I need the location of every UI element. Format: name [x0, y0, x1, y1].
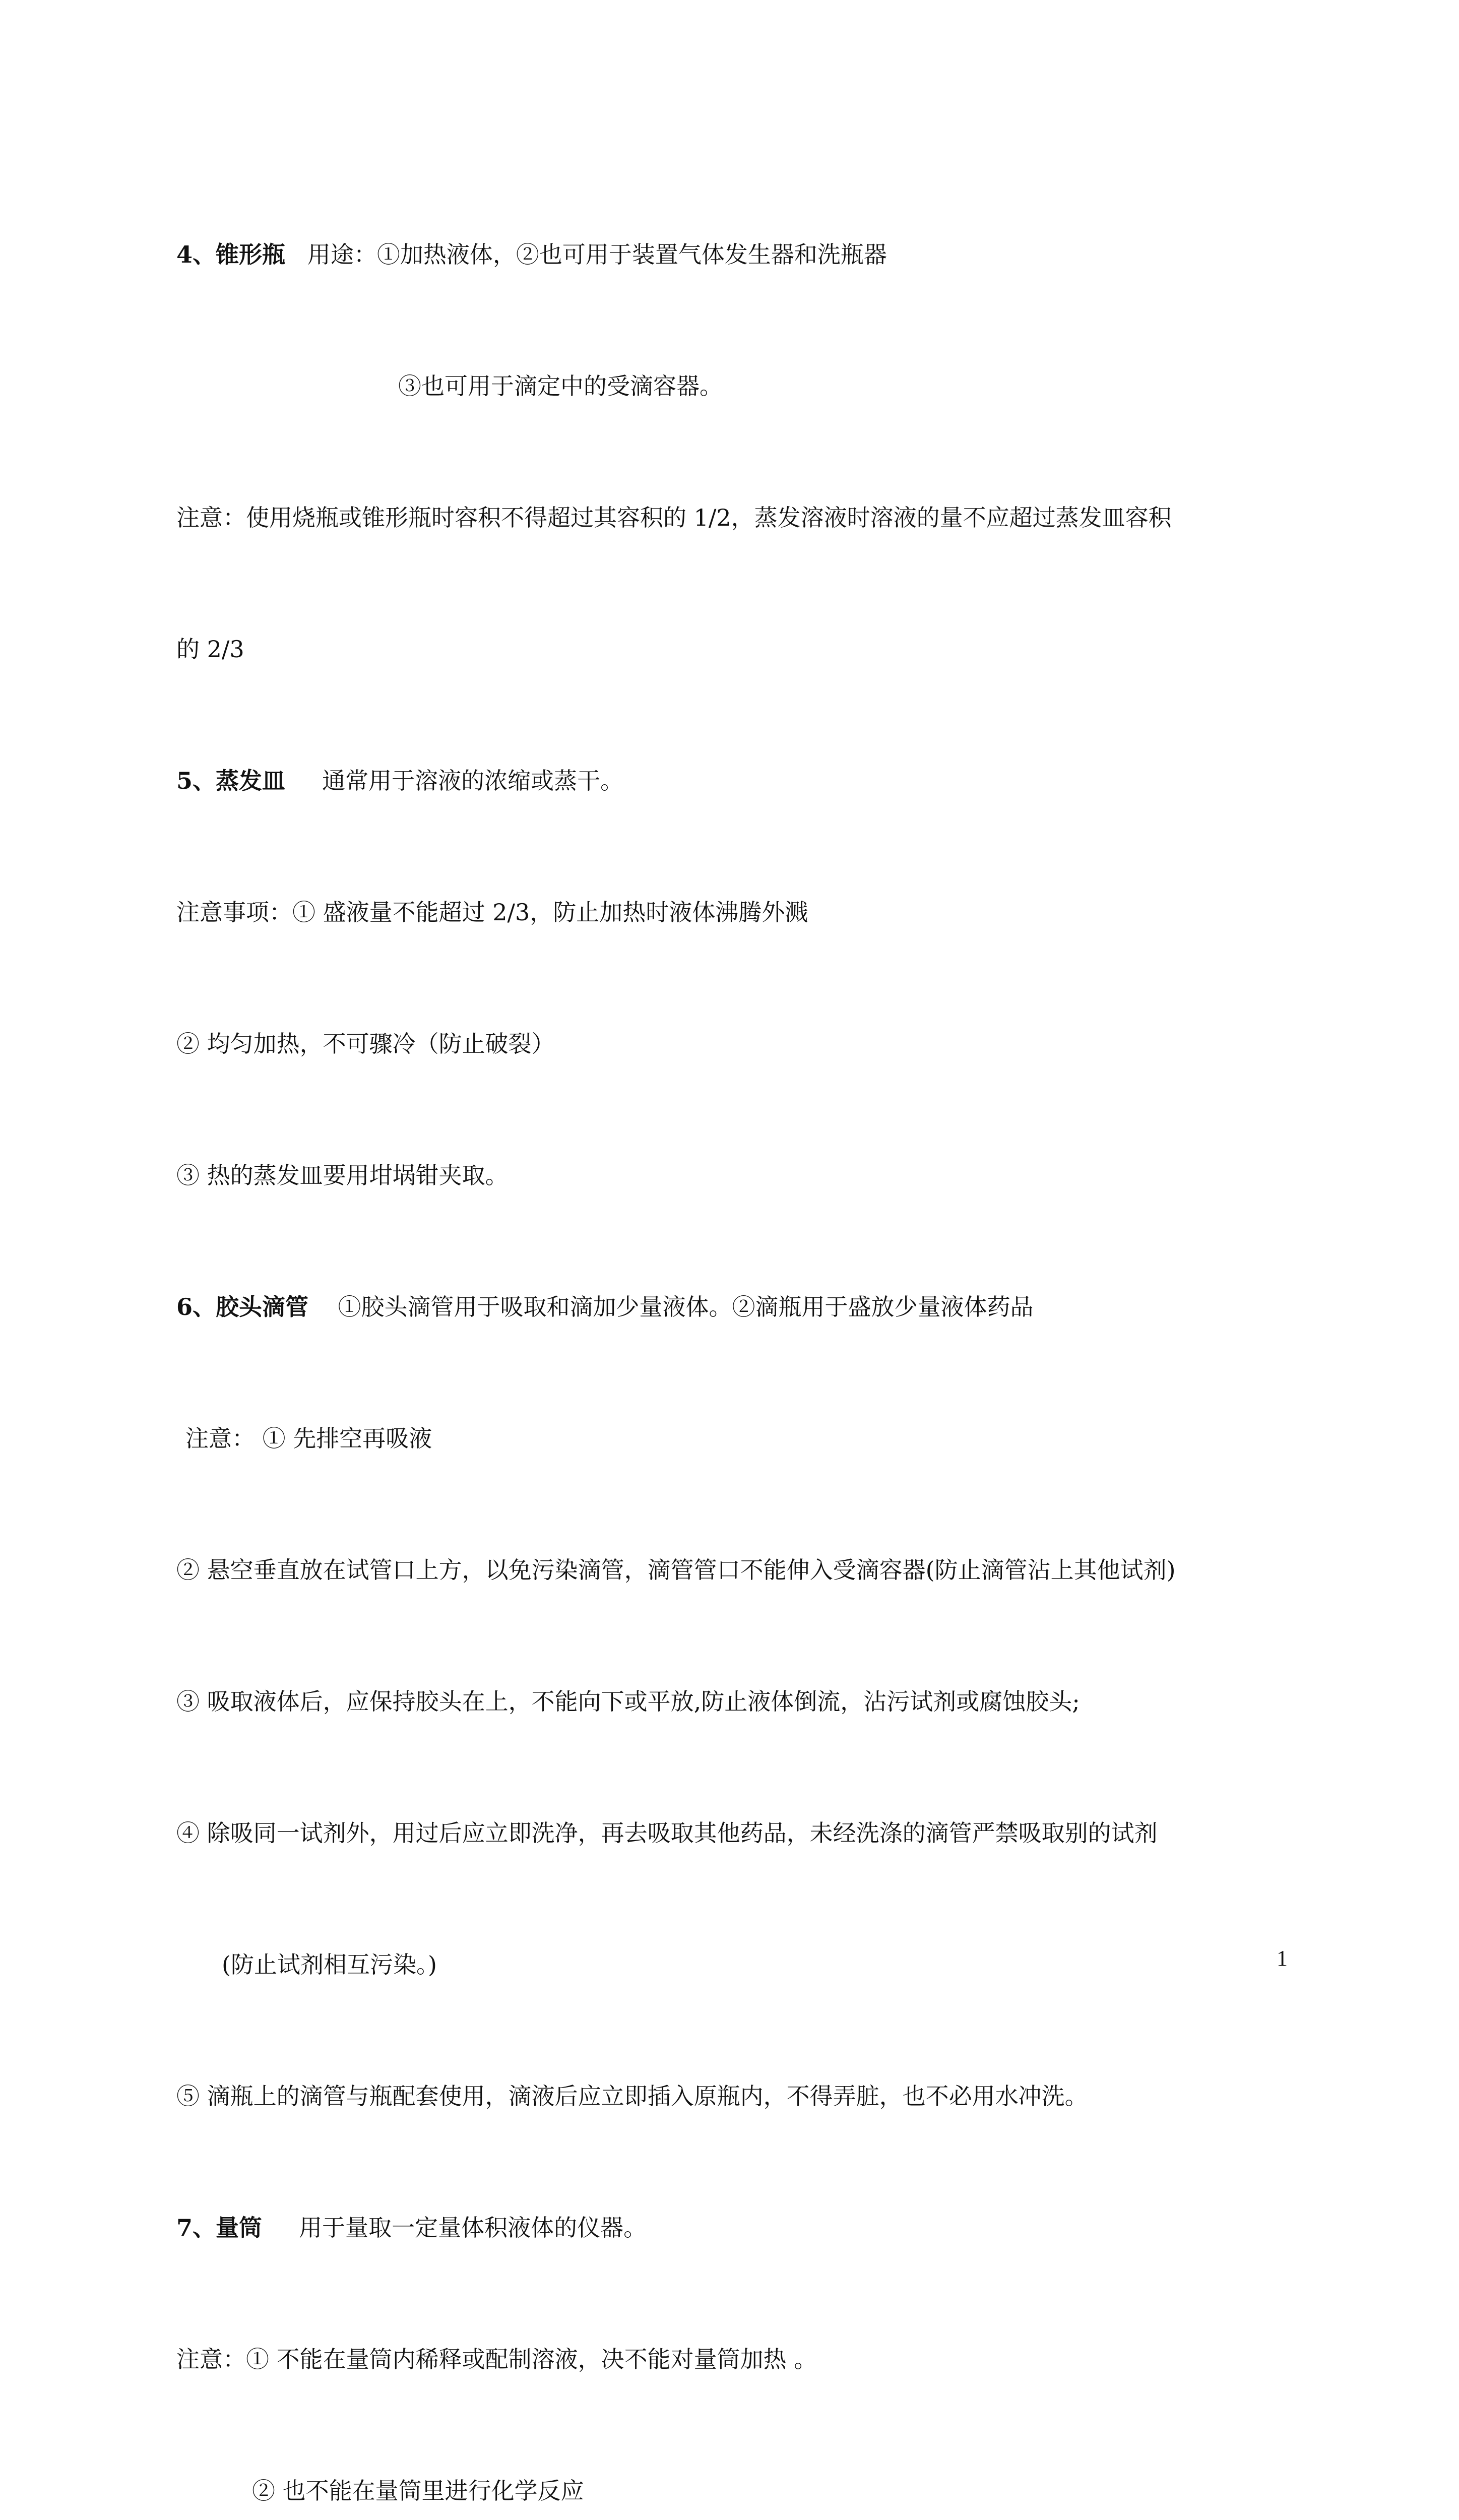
line-text: 用途：①加热液体，②也可用于装置气体发生器和洗瓶器	[285, 241, 887, 268]
text-line	[176, 1548, 1305, 1592]
line-text: ③ 热的蒸发皿要用坩埚钳夹取。	[176, 1162, 509, 1189]
line-text: 用于量取一定量体积液体的仪器。	[262, 2214, 647, 2241]
text-line	[176, 2338, 1305, 2381]
line-text: 的 2/3	[176, 636, 244, 663]
line-text: ④ 除吸同一试剂外，用过后应立即洗净，再去吸取其他药品，未经洗涤的滴管严禁吸取别的试剂	[176, 1819, 1158, 1847]
line-text: ①胶头滴管用于吸取和滴加少量液体。②滴瓶用于盛放少量液体药品	[308, 1293, 1034, 1320]
document-body	[176, 145, 1305, 2520]
line-text: ⑤ 滴瓶上的滴管与瓶配套使用，滴液后应立即插入原瓶内，不得弄脏，也不必用水冲洗。	[176, 2083, 1088, 2110]
section-heading: 4、锥形瓶	[176, 241, 286, 268]
line-text: ③也可用于滴定中的受滴容器。	[398, 372, 723, 400]
section-heading: 5、蒸发皿	[176, 767, 286, 794]
text-line	[176, 1285, 1305, 1329]
text-line	[176, 627, 1305, 671]
line-text: 注意：① 不能在量筒内稀释或配制溶液，决不能对量筒加热 。	[176, 2346, 817, 2373]
text-line	[176, 233, 1305, 277]
text-line	[176, 2206, 1305, 2250]
section-heading: 7、量筒	[176, 2214, 263, 2241]
line-text: ③ 吸取液体后，应保持胶头在上，不能向下或平放,防止液体倒流，沾污试剂或腐蚀胶头;	[176, 1688, 1080, 1715]
text-line	[176, 364, 1305, 408]
text-line	[176, 1943, 1305, 1987]
page-number: 1	[1277, 1946, 1288, 1971]
line-text: ② 悬空垂直放在试管口上方，以免污染滴管，滴管管口不能伸入受滴容器(防止滴管沾上其他试剂)	[176, 1556, 1176, 1584]
text-line	[176, 496, 1305, 540]
line-text: (防止试剂相互污染。)	[222, 1951, 437, 1978]
line-text: 注意事项：① 盛液量不能超过 2/3，防止加热时液体沸腾外溅	[176, 899, 808, 926]
text-line	[176, 1417, 1305, 1461]
line-text: 通常用于溶液的浓缩或蒸干。	[285, 767, 624, 794]
text-line	[176, 1811, 1305, 1855]
line-text: ② 均匀加热，不可骤冷（防止破裂）	[176, 1030, 555, 1057]
text-line	[176, 759, 1305, 803]
text-line	[176, 891, 1305, 934]
text-line	[176, 1022, 1305, 1066]
text-line	[176, 2469, 1305, 2513]
text-line	[176, 1154, 1305, 1198]
line-text: 注意： ① 先排空再吸液	[185, 1425, 432, 1452]
text-line	[176, 1680, 1305, 1724]
section-heading: 6、胶头滴管	[176, 1293, 309, 1320]
line-text: 注意：使用烧瓶或锥形瓶时容积不得超过其容积的 1/2，蒸发溶液时溶液的量不应超过蒸发皿容积	[176, 504, 1172, 531]
text-line	[176, 2074, 1305, 2118]
line-text: ② 也不能在量筒里进行化学反应	[252, 2477, 584, 2504]
